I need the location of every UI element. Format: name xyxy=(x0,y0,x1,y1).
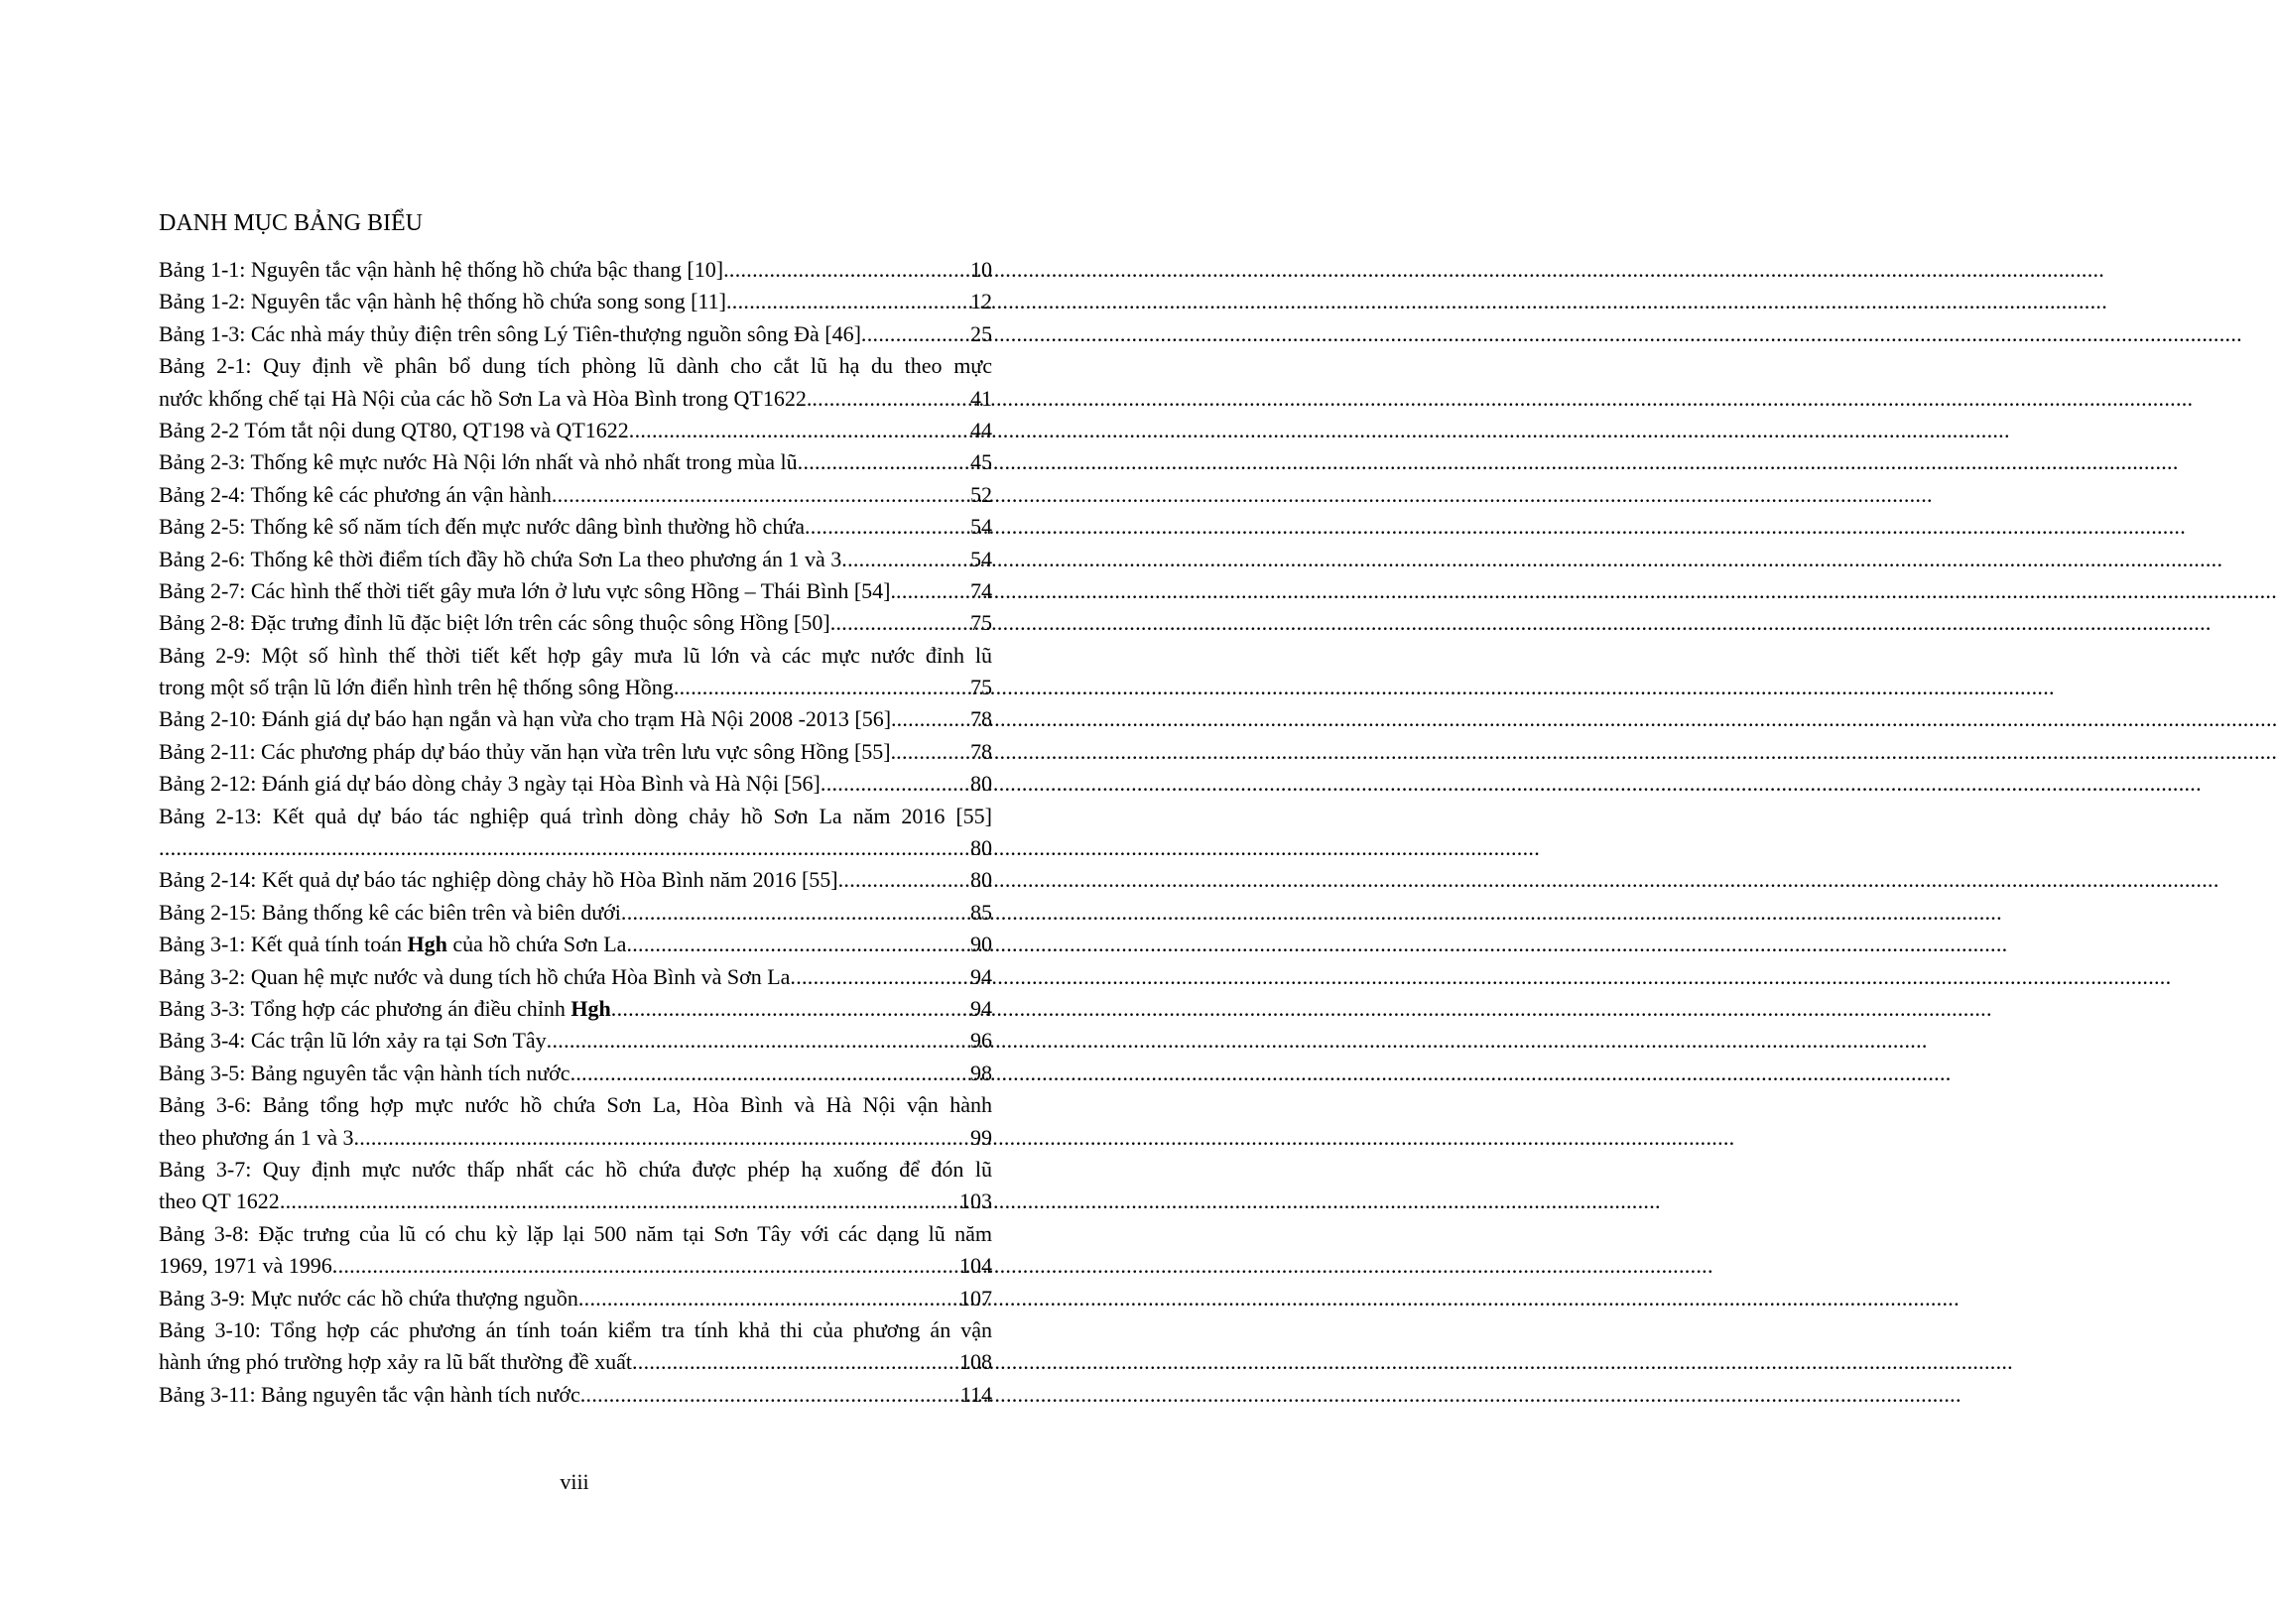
toc-entry-title: Bảng 2-14: Kết quả dự báo tác nghiệp dòng chảy hồ Hòa Bình năm 2016 [55] xyxy=(159,867,838,893)
toc-entry-line xyxy=(159,1089,992,1121)
toc-entry-title: theo QT 1622 xyxy=(159,1188,280,1214)
dot-leader xyxy=(578,1283,959,1314)
dot-leader xyxy=(896,736,970,768)
toc-entry-page: 96 xyxy=(970,1028,992,1054)
toc-entry-page: 103 xyxy=(959,1188,992,1214)
dot-leader xyxy=(838,864,970,896)
toc-entry-title: Bảng 2-8: Đặc trưng đỉnh lũ đặc biệt lớn trên các sông thuộc sông Hồng [50] xyxy=(159,610,830,636)
toc-entry-line[interactable] xyxy=(159,961,992,993)
toc-entry-page: 10 xyxy=(970,257,992,282)
toc-entry-line[interactable] xyxy=(159,415,992,446)
toc-entry-line xyxy=(159,1154,992,1186)
toc-entry-title: Bảng 2-9: Một số hình thế thời tiết kết hợp gây mưa lũ lớn và các mực nước đỉnh lũ xyxy=(159,642,992,668)
toc-entry-title: Bảng 3-4: Các trận lũ lớn xảy ra tại Sơn Tây xyxy=(159,1028,547,1054)
dot-leader xyxy=(726,286,970,317)
toc-entry-line[interactable] xyxy=(159,703,992,735)
toc-entry-title: hành ứng phó trường hợp xảy ra lũ bất thường đề xuất xyxy=(159,1349,632,1375)
table-of-contents xyxy=(159,254,992,1411)
toc-entry-line[interactable] xyxy=(159,864,992,896)
toc-entry-title: Bảng 2-12: Đánh giá dự báo dòng chảy 3 ngày tại Hòa Bình và Hà Nội [56] xyxy=(159,771,821,797)
toc-entry-page: 45 xyxy=(970,449,992,475)
toc-entry-page: 108 xyxy=(959,1349,992,1375)
toc-entry-line[interactable] xyxy=(159,672,992,703)
toc-entry-page: 74 xyxy=(970,577,992,603)
toc-entry-title: Bảng 2-11: Các phương pháp dự báo thủy văn hạn vừa trên lưu vực sông Hồng [55]. xyxy=(159,738,897,764)
toc-entry-title: trong một số trận lũ lớn điển hình trên hệ thống sông Hồng xyxy=(159,675,674,700)
toc-entry-line[interactable] xyxy=(159,832,992,864)
dot-leader xyxy=(159,832,970,864)
dot-leader xyxy=(570,1058,970,1089)
toc-entry-title: Bảng 3-3: Tổng hợp các phương án điều chỉnh Hgh xyxy=(159,995,611,1021)
toc-entry-line[interactable] xyxy=(159,254,992,286)
toc-entry-line[interactable] xyxy=(159,446,992,478)
toc-entry-line[interactable] xyxy=(159,383,992,415)
toc-entry-title: Bảng 3-1: Kết quả tính toán Hgh của hồ chứa Sơn La xyxy=(159,932,627,957)
dot-leader xyxy=(821,768,970,800)
toc-entry-title: Bảng 2-4: Thống kê các phương án vận hành xyxy=(159,481,552,507)
toc-entry-line[interactable] xyxy=(159,544,992,575)
toc-entry-title: Bảng 2-2 Tóm tắt nội dung QT80, QT198 và QT1622 xyxy=(159,417,629,442)
toc-entry-page: 52 xyxy=(970,481,992,507)
toc-entry-title: Bảng 2-5: Thống kê số năm tích đến mực nước dâng bình thường hồ chứa xyxy=(159,514,805,540)
toc-entry-page: 114 xyxy=(959,1381,992,1407)
toc-entry-page: 94 xyxy=(970,995,992,1021)
dot-leader xyxy=(632,1346,959,1378)
dot-leader xyxy=(812,383,970,415)
dot-leader xyxy=(552,479,970,511)
toc-entry-line[interactable] xyxy=(159,479,992,511)
toc-entry-line[interactable] xyxy=(159,897,992,929)
toc-entry-page: 75 xyxy=(970,675,992,700)
toc-entry-line[interactable] xyxy=(159,1025,992,1057)
toc-entry-title: Bảng 2-10: Đánh giá dự báo hạn ngắn và hạn vừa cho trạm Hà Nội 2008 -2013 [56]. xyxy=(159,706,897,732)
toc-entry-page: 44 xyxy=(970,417,992,442)
toc-entry-line[interactable] xyxy=(159,607,992,639)
toc-entry-page: 80 xyxy=(970,771,992,797)
toc-entry-line[interactable] xyxy=(159,1186,992,1217)
dot-leader xyxy=(798,446,970,478)
toc-entry-title: nước khống chế tại Hà Nội của các hồ Sơn La và Hòa Bình trong QT1622. xyxy=(159,385,813,411)
toc-entry-page: 78 xyxy=(970,706,992,732)
toc-entry-title: Bảng 3-11: Bảng nguyên tắc vận hành tích nước xyxy=(159,1381,580,1407)
toc-entry-line[interactable] xyxy=(159,1250,992,1282)
dot-leader xyxy=(674,672,970,703)
toc-entry-line[interactable] xyxy=(159,929,992,960)
toc-entry-page: 80 xyxy=(970,867,992,893)
dot-leader xyxy=(841,544,970,575)
toc-entry-title: 1969, 1971 và 1996 xyxy=(159,1253,332,1279)
toc-entry-title: Bảng 2-15: Bảng thống kê các biên trên và biên dưới xyxy=(159,899,621,925)
toc-entry-title: Bảng 1-2: Nguyên tắc vận hành hệ thống hồ chứa song song [11] xyxy=(159,289,726,314)
toc-entry-title: Bảng 2-13: Kết quả dự báo tác nghiệp quá trình dòng chảy hồ Sơn La năm 2016 [55] xyxy=(159,803,992,828)
toc-entry-line[interactable] xyxy=(159,511,992,543)
toc-entry-page: 98 xyxy=(970,1060,992,1085)
dot-leader xyxy=(897,703,970,735)
toc-entry-page: 104 xyxy=(959,1253,992,1279)
toc-entry-line[interactable] xyxy=(159,736,992,768)
toc-entry-line[interactable] xyxy=(159,768,992,800)
toc-entry-title: theo phương án 1 và 3 xyxy=(159,1124,354,1150)
toc-entry-line[interactable] xyxy=(159,1058,992,1089)
toc-entry-page: 94 xyxy=(970,963,992,989)
dot-leader xyxy=(896,575,970,607)
toc-entry-line xyxy=(159,640,992,672)
toc-entry-page: 80 xyxy=(970,835,992,861)
dot-leader xyxy=(353,1122,970,1154)
dot-leader xyxy=(861,318,970,350)
toc-entry-line[interactable] xyxy=(159,993,992,1025)
page-number: viii xyxy=(560,1469,589,1494)
toc-entry-page: 41 xyxy=(970,385,992,411)
toc-entry-title: Bảng 1-1: Nguyên tắc vận hành hệ thống hồ chứa bậc thang [10] xyxy=(159,257,724,282)
toc-entry-line[interactable] xyxy=(159,1122,992,1154)
dot-leader xyxy=(629,415,970,446)
toc-entry-line xyxy=(159,1218,992,1250)
dot-leader xyxy=(580,1379,960,1411)
toc-entry-title: Bảng 3-7: Quy định mực nước thấp nhất các hồ chứa được phép hạ xuống để đón lũ xyxy=(159,1156,992,1182)
dot-leader xyxy=(790,961,970,993)
toc-entry-title: Bảng 2-7: Các hình thế thời tiết gây mưa lớn ở lưu vực sông Hồng – Thái Bình [54]. xyxy=(159,577,897,603)
toc-entry-line xyxy=(159,350,992,382)
toc-entry-page: 78 xyxy=(970,738,992,764)
dot-leader xyxy=(621,897,970,929)
toc-entry-title: Bảng 2-6: Thống kê thời điểm tích đầy hồ chứa Sơn La theo phương án 1 và 3 xyxy=(159,546,842,571)
toc-entry-page: 54 xyxy=(970,546,992,571)
toc-entry-title: Bảng 3-10: Tổng hợp các phương án tính toán kiểm tra tính khả thi của phương án vận xyxy=(159,1316,992,1342)
toc-entry-title: Bảng 3-8: Đặc trưng của lũ có chu kỳ lặp lại 500 năm tại Sơn Tây với các dạng lũ năm xyxy=(159,1220,992,1246)
toc-entry-line[interactable] xyxy=(159,318,992,350)
toc-entry-page: 85 xyxy=(970,899,992,925)
toc-entry-page: 12 xyxy=(970,289,992,314)
dot-leader xyxy=(830,607,970,639)
toc-entry-page: 99 xyxy=(970,1124,992,1150)
dot-leader xyxy=(626,929,970,960)
dot-leader xyxy=(332,1250,959,1282)
toc-entry-page: 75 xyxy=(970,610,992,636)
toc-entry-line[interactable] xyxy=(159,286,992,317)
toc-entry-title: Bảng 3-6: Bảng tổng hợp mực nước hồ chứa Sơn La, Hòa Bình và Hà Nội vận hành xyxy=(159,1092,992,1118)
toc-entry-title: Bảng 3-5: Bảng nguyên tắc vận hành tích nước xyxy=(159,1060,570,1085)
toc-entry-line[interactable] xyxy=(159,1346,992,1378)
toc-entry-line xyxy=(159,1314,992,1346)
toc-entry-title: Bảng 2-3: Thống kê mực nước Hà Nội lớn nhất và nhỏ nhất trong mùa lũ xyxy=(159,449,798,475)
toc-entry-line[interactable] xyxy=(159,1379,992,1411)
dot-leader xyxy=(723,254,970,286)
dot-leader xyxy=(547,1025,970,1057)
toc-entry-title: Bảng 3-9: Mực nước các hồ chứa thượng nguồn xyxy=(159,1285,578,1311)
toc-entry-title: Bảng 1-3: Các nhà máy thủy điện trên sông Lý Tiên-thượng nguồn sông Đà [46] xyxy=(159,320,861,346)
toc-entry-page: 107 xyxy=(959,1285,992,1311)
toc-entry-line xyxy=(159,801,992,832)
toc-entry-page: 90 xyxy=(970,932,992,957)
toc-entry-line[interactable] xyxy=(159,575,992,607)
toc-heading: DANH MỤC BẢNG BIỂU xyxy=(159,210,424,236)
toc-entry-page: 54 xyxy=(970,514,992,540)
dot-leader xyxy=(280,1186,959,1217)
toc-entry-page: 25 xyxy=(970,320,992,346)
toc-entry-line[interactable] xyxy=(159,1283,992,1314)
dot-leader xyxy=(805,511,970,543)
toc-entry-title: Bảng 3-2: Quan hệ mực nước và dung tích hồ chứa Hòa Bình và Sơn La xyxy=(159,963,791,989)
toc-entry-title: Bảng 2-1: Quy định về phân bổ dung tích phòng lũ dành cho cắt lũ hạ du theo mực xyxy=(159,353,992,379)
dot-leader xyxy=(611,993,970,1025)
